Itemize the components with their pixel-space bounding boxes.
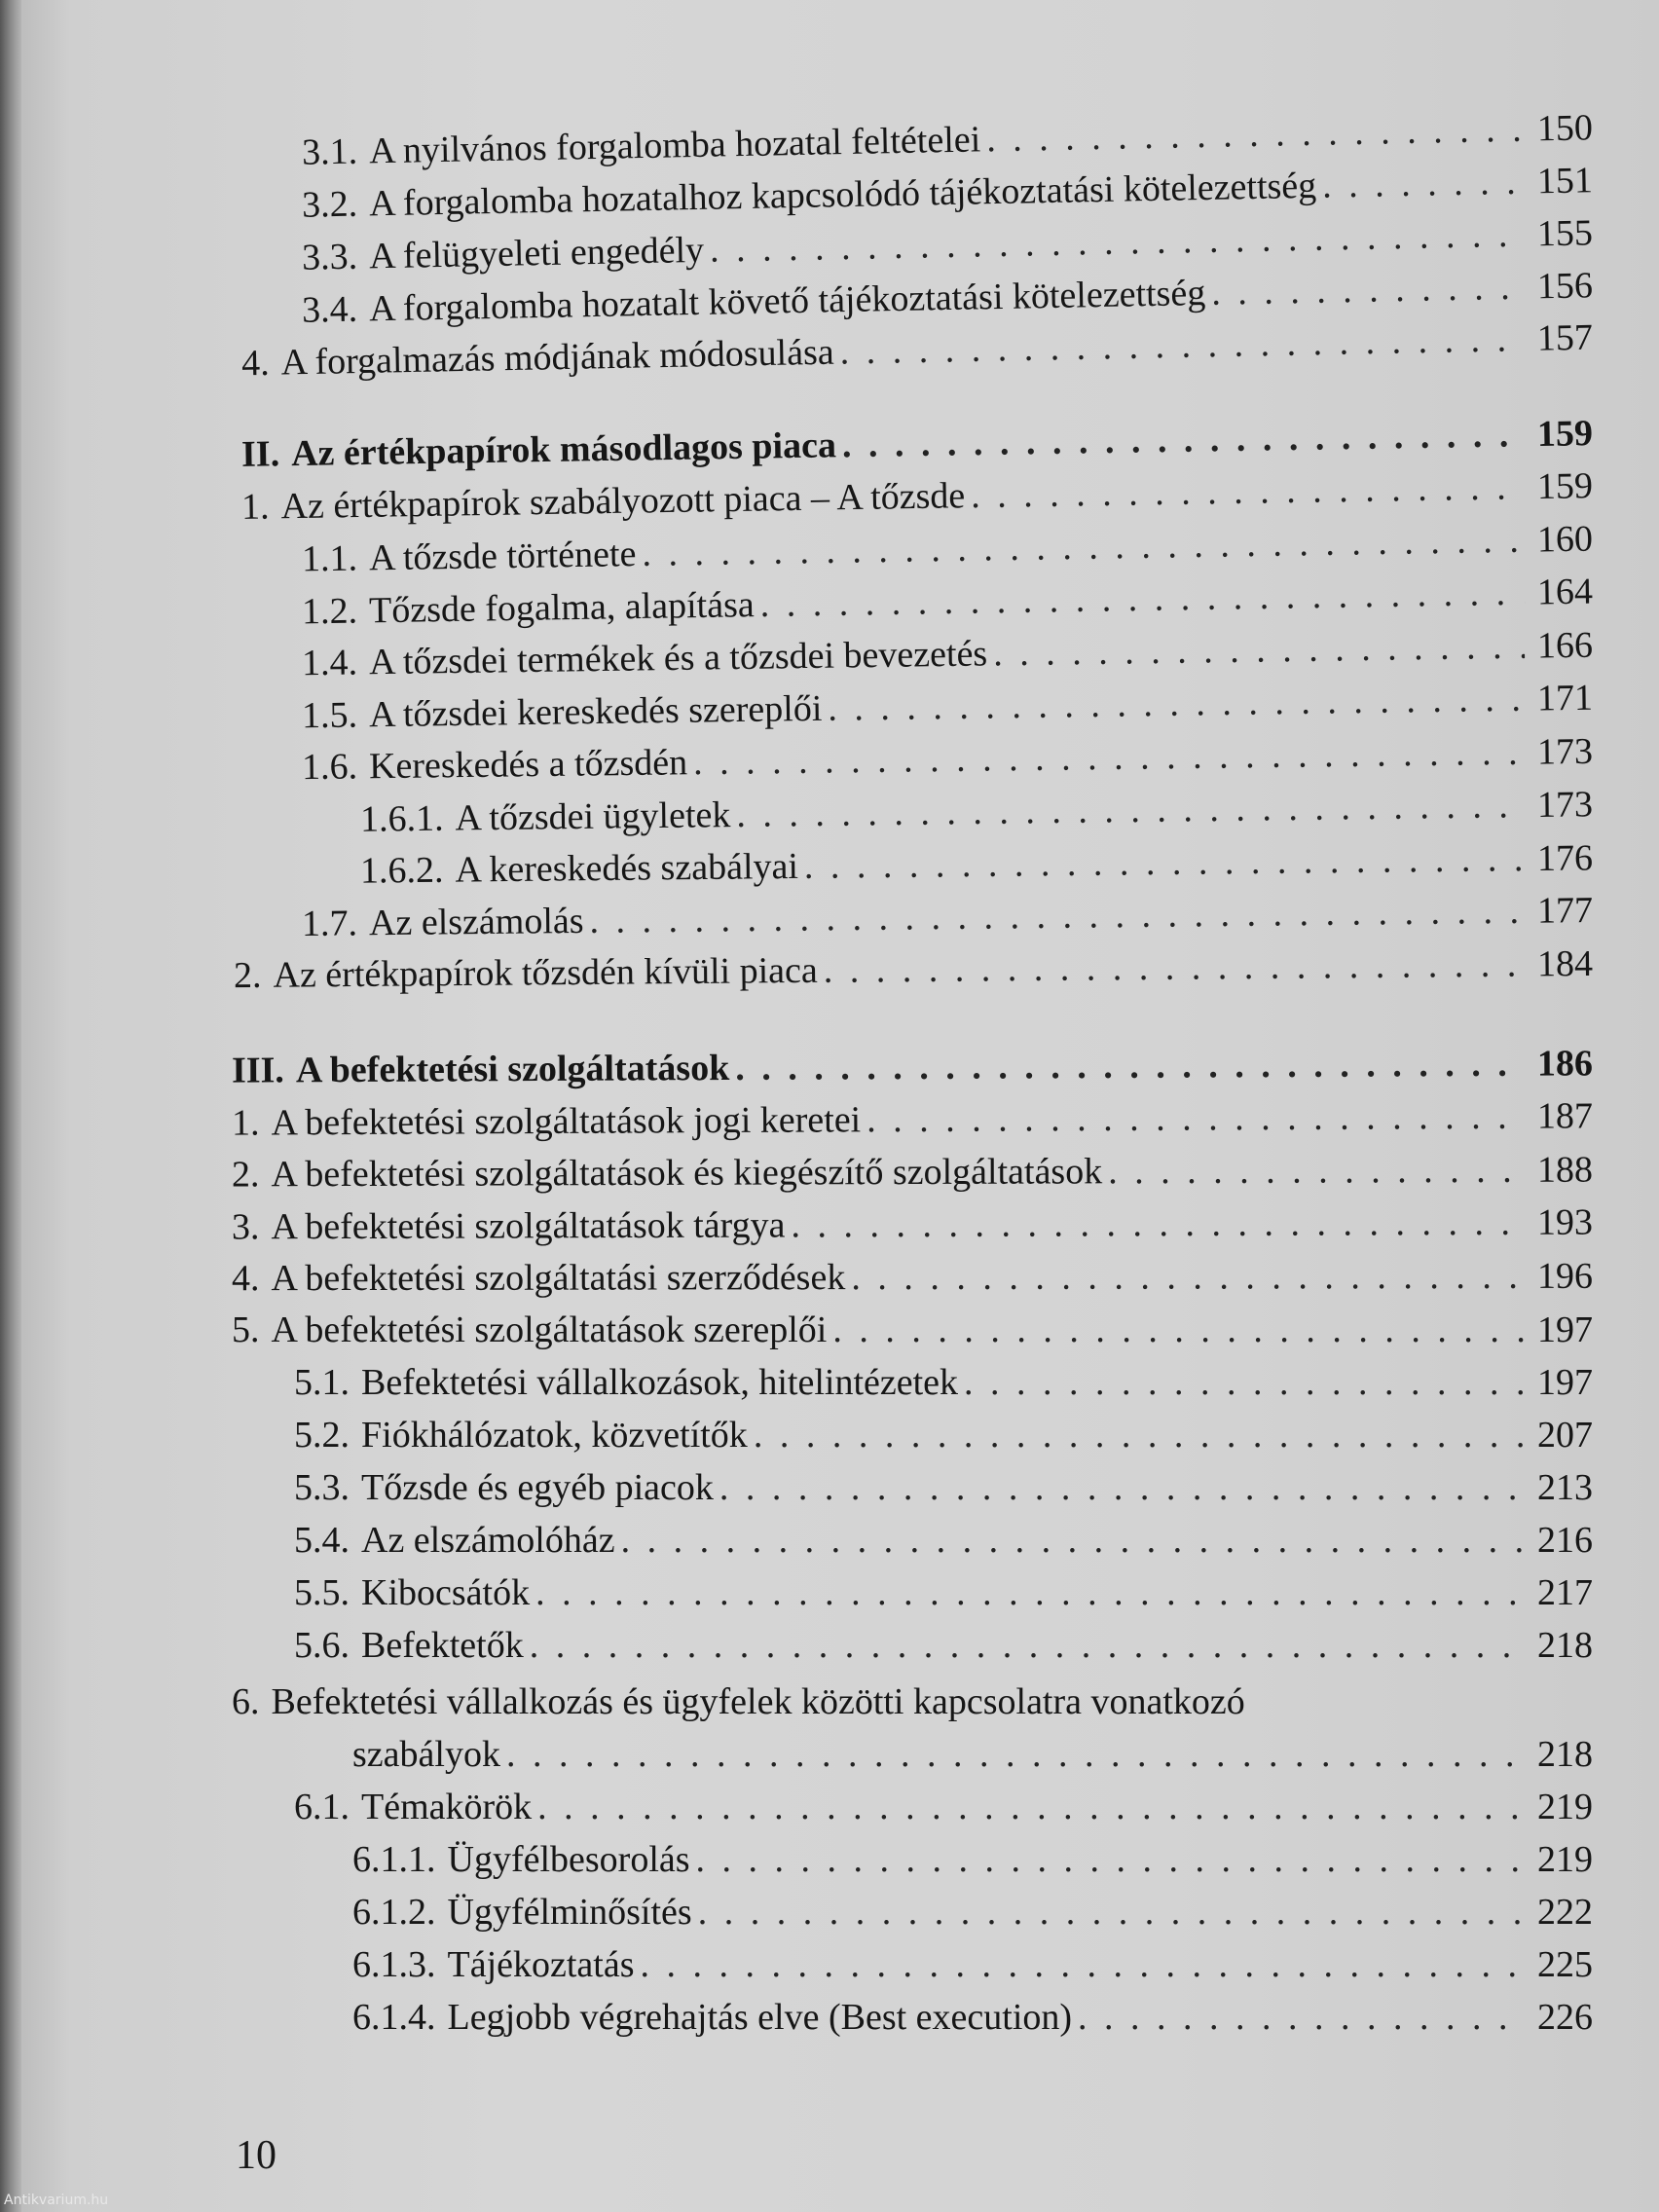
toc-number: 3.4.	[301, 288, 358, 331]
toc-title: A tőzsdei termékek és a tőzsdei bevezetés	[368, 633, 988, 683]
dot-leader	[866, 1093, 1525, 1144]
toc-page: 184	[1536, 942, 1594, 985]
toc-title: Az értékpapírok tőzsdén kívüli piaca	[273, 949, 818, 996]
dot-leader	[530, 1622, 1525, 1669]
dot-leader	[1322, 159, 1526, 209]
toc-entry	[302, 675, 1594, 740]
watermark: Antikvarium.hu	[4, 2193, 109, 2208]
toc-number: 4.	[240, 342, 271, 385]
toc-page: 159	[1536, 413, 1594, 455]
toc-title: A tőzsdei kereskedés szereplői	[368, 687, 823, 736]
toc-page: 156	[1536, 265, 1594, 308]
toc-number: 6.1.3.	[352, 1944, 436, 1985]
toc-title: Az értékpapírok szabályozott piaca – A tőzsde	[280, 475, 966, 528]
toc-title: Az értékpapírok másodlagos piaca	[290, 424, 837, 475]
toc-entry	[294, 1464, 1593, 1511]
toc-title: Tőzsde és egyéb piacok	[361, 1467, 714, 1508]
dot-leader	[506, 1731, 1525, 1778]
toc-title: Kereskedés a tőzsdén	[368, 742, 688, 788]
toc-entry	[232, 1199, 1593, 1251]
dot-leader	[759, 570, 1525, 628]
dot-leader	[832, 1307, 1525, 1353]
toc-title: Legjobb végrehajtás elve (Best execution)	[447, 1997, 1073, 2038]
toc-title: Befektetési vállalkozás és ügyfelek közötti kapcsolatra vonatkozó	[271, 1681, 1245, 1722]
toc-number: 6.1.2.	[352, 1892, 436, 1933]
toc-number: II.	[240, 433, 280, 475]
toc-number: 3.1.	[301, 130, 358, 173]
dot-leader	[1211, 264, 1526, 316]
toc-title: Befektetési vállalkozások, hitelintézetek	[361, 1362, 959, 1403]
toc-title: A tőzsde története	[368, 534, 637, 579]
toc-entry	[232, 1307, 1593, 1353]
dot-leader	[791, 1199, 1525, 1249]
toc-title: A tőzsdei ügyletek	[455, 794, 731, 839]
toc-entry	[294, 1784, 1593, 1830]
toc-title: A forgalomba hozatalhoz kapcsolódó tájékoztatási kötelezettség	[368, 165, 1317, 225]
toc-title: Ügyfélbesorolás	[447, 1839, 690, 1880]
dot-leader	[828, 676, 1525, 732]
toc-page: 197	[1537, 1309, 1593, 1350]
toc-title: A befektetési szolgáltatások jogi keretei	[271, 1099, 862, 1144]
dot-leader	[1078, 1994, 1525, 2041]
toc-entry	[302, 728, 1593, 791]
toc-number: 5.6.	[294, 1625, 350, 1666]
toc-page: 216	[1537, 1520, 1593, 1561]
book-page	[21, 0, 1659, 2212]
toc-section-heading	[232, 1040, 1593, 1093]
toc-title: A befektetési szolgáltatások tárgya	[271, 1204, 786, 1248]
toc-page: 157	[1536, 316, 1594, 359]
dot-leader	[621, 1517, 1525, 1564]
toc-page: 213	[1537, 1467, 1593, 1508]
toc-entry	[360, 834, 1593, 894]
toc-title: A kereskedés szabályai	[455, 845, 799, 891]
toc-title: Fiókhálózatok, közvetítők	[361, 1415, 748, 1456]
toc-title: Az elszámolóház	[361, 1520, 615, 1561]
toc-page: 197	[1537, 1362, 1593, 1403]
toc-number: 5.3.	[294, 1467, 350, 1508]
toc-title: A befektetési szolgáltatások	[295, 1047, 730, 1091]
dot-leader	[696, 1836, 1525, 1883]
toc-page: 166	[1536, 624, 1594, 667]
toc-number: 6.1.4.	[352, 1997, 436, 2038]
toc-number: 6.1.	[294, 1787, 350, 1827]
toc-number: 3.2.	[301, 183, 358, 226]
toc-page: 151	[1536, 160, 1594, 203]
toc-entry	[352, 1889, 1593, 1936]
dot-leader	[1108, 1147, 1525, 1195]
dot-leader	[971, 463, 1525, 519]
toc-number: 4.	[231, 1258, 260, 1300]
dot-leader	[964, 1359, 1525, 1406]
toc-number: 1.6.1.	[359, 797, 444, 840]
dot-leader	[851, 1253, 1525, 1301]
toc-page: 164	[1536, 571, 1594, 613]
toc-entry	[294, 1359, 1593, 1406]
toc-title: A nyilvános forgalomba hozatal feltételei	[368, 119, 981, 172]
toc-page: 219	[1537, 1787, 1593, 1827]
toc-entry	[352, 1994, 1593, 2041]
toc-title: Kibocsátók	[361, 1572, 531, 1613]
toc-page: 219	[1537, 1839, 1593, 1880]
toc-page: 173	[1536, 784, 1594, 826]
page-number: 10	[236, 2133, 276, 2178]
toc-title: A forgalmazás módjának módosulása	[280, 331, 835, 384]
toc-number: 5.1.	[294, 1362, 350, 1403]
toc-entry	[232, 1253, 1593, 1302]
toc-page: 218	[1537, 1734, 1593, 1775]
toc-page: 207	[1537, 1415, 1593, 1456]
toc-entry	[232, 1092, 1593, 1146]
toc-title: A befektetési szolgáltatási szerződések	[271, 1257, 846, 1300]
toc-page: 155	[1536, 212, 1594, 255]
dot-leader	[719, 1464, 1525, 1511]
toc-page: 217	[1537, 1572, 1593, 1613]
dot-leader	[710, 211, 1526, 274]
toc-entry	[360, 781, 1593, 842]
toc-number: 5.5.	[294, 1572, 350, 1613]
toc-title: Témakörök	[361, 1787, 533, 1827]
toc-title: A befektetési szolgáltatások szereplői	[271, 1309, 828, 1350]
toc-number: 5.2.	[294, 1415, 350, 1456]
toc-page: 177	[1536, 890, 1594, 932]
dot-leader	[693, 729, 1525, 786]
toc-title: szabályok	[352, 1734, 500, 1775]
toc-number: 2.	[231, 1154, 260, 1196]
toc-number: 6.	[232, 1681, 260, 1722]
dot-leader	[589, 888, 1525, 944]
toc-entry	[294, 1622, 1593, 1669]
dot-leader	[993, 623, 1525, 678]
toc-number: 1.6.	[301, 746, 358, 789]
toc-page: 173	[1536, 730, 1594, 773]
dot-leader	[986, 106, 1526, 164]
dot-leader	[736, 782, 1525, 838]
toc-entry	[352, 1836, 1593, 1883]
toc-page: 150	[1536, 107, 1594, 150]
dot-leader	[824, 941, 1526, 994]
toc-page: 193	[1536, 1201, 1594, 1243]
toc-number: III.	[231, 1050, 284, 1091]
toc-entry	[234, 940, 1593, 999]
toc-number: 6.1.1.	[352, 1839, 436, 1880]
toc-entry	[294, 1569, 1593, 1616]
table-of-contents	[21, 0, 1659, 2212]
dot-leader	[698, 1889, 1525, 1936]
toc-number: 3.	[231, 1206, 260, 1248]
toc-number: 1.2.	[301, 590, 358, 633]
toc-page: 226	[1537, 1997, 1593, 2038]
dot-leader	[642, 517, 1525, 577]
toc-number: 1.	[231, 1102, 260, 1144]
toc-entry	[294, 1412, 1593, 1458]
toc-title: Ügyfélminősítés	[447, 1892, 692, 1933]
toc-number: 3.3.	[301, 236, 358, 278]
toc-entry	[232, 1147, 1593, 1198]
toc-page: 186	[1536, 1043, 1594, 1085]
toc-number: 1.1.	[301, 537, 358, 580]
toc-page: 171	[1536, 677, 1594, 719]
toc-number: 1.7.	[301, 903, 358, 944]
toc-page: 196	[1536, 1255, 1594, 1297]
toc-title: A felügyeleti engedély	[368, 229, 705, 277]
dot-leader	[535, 1569, 1525, 1616]
toc-page: 188	[1536, 1149, 1594, 1191]
toc-entry	[352, 1941, 1593, 1988]
toc-number: 1.4.	[301, 642, 358, 684]
dot-leader	[735, 1041, 1525, 1091]
toc-page: 218	[1537, 1625, 1593, 1666]
toc-title: Az elszámolás	[368, 900, 584, 944]
toc-number: 1.6.2.	[359, 849, 444, 892]
toc-entry-wrapped-line	[232, 1678, 1593, 1725]
toc-page: 222	[1537, 1892, 1593, 1933]
toc-title: Tájékoztatás	[447, 1944, 635, 1985]
toc-title: Befektetők	[361, 1625, 524, 1666]
dot-leader	[641, 1941, 1525, 1988]
toc-entry	[294, 1517, 1593, 1564]
toc-page: 225	[1537, 1944, 1593, 1985]
dot-leader	[839, 315, 1525, 375]
toc-number: 1.	[240, 486, 270, 528]
toc-page: 159	[1536, 465, 1594, 507]
toc-page: 187	[1536, 1095, 1594, 1137]
toc-page: 176	[1536, 837, 1594, 879]
dot-leader	[537, 1784, 1525, 1830]
toc-number: 5.4.	[294, 1520, 350, 1561]
toc-number: 2.	[233, 954, 262, 997]
toc-entry	[302, 887, 1593, 947]
toc-page: 160	[1536, 518, 1594, 561]
dot-leader	[804, 835, 1526, 890]
dot-leader	[754, 1412, 1525, 1458]
toc-title: Tőzsde fogalma, alapítása	[368, 584, 756, 632]
toc-number: 1.5.	[301, 694, 358, 737]
toc-number: 5.	[232, 1309, 260, 1350]
dot-leader	[842, 411, 1526, 468]
toc-entry-continuation	[352, 1731, 1593, 1778]
toc-title: A forgalomba hozatalt követő tájékoztatási kötelezettség	[368, 272, 1206, 330]
toc-title: A befektetési szolgáltatások és kiegészítő szolgáltatások	[271, 1151, 1103, 1196]
page-edge-shadow	[0, 0, 21, 2212]
